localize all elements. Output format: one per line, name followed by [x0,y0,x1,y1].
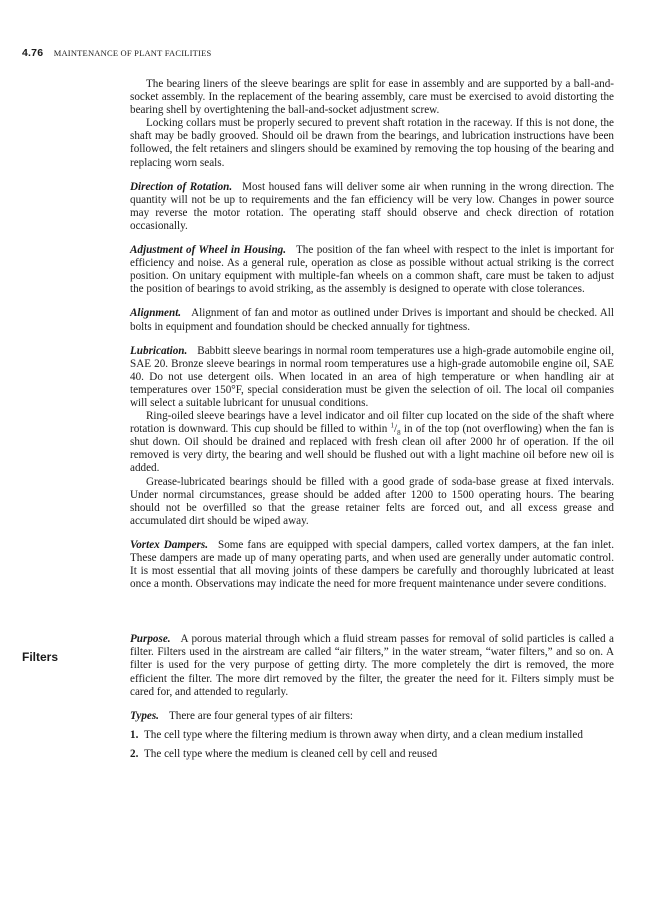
subheading-alignment: Alignment. [130,307,182,320]
paragraph-direction-of-rotation [130,181,614,233]
lubrication-text: Babbitt sleeve bearings in normal room temperatures use a high-grade automobile engine oil, SAE 20. Bronze sleeve bearings in normal room temperatures use a high-grade automobile engine oil, SAE 40. Do not use detergent oils. When located in an area of high temperature or when handling air at temperatures over 150°F, special consideration must be given the selection of oil. The local oil companies will select a suitable lubricant for unusual conditions. [130,344,614,409]
paragraph-locking-collars: Locking collars must be properly secured to prevent shaft rotation in the raceway. If this is not done, the shaft may be badly grooved. Should oil be drawn from the bearings, and lubrication instructions have been followed, the felt retainers and slingers should be examined by removing the top housing of the bearing and replacing worn seals. [130,117,614,169]
paragraph-purpose [130,633,614,698]
paragraph-alignment [130,307,614,333]
paragraph-types [130,710,614,723]
running-header [22,47,211,59]
section-heading-filters: Filters [22,650,59,664]
page-number: 4.76 [22,47,44,59]
direction-text: Most housed fans will deliver some air when running in the wrong direction. The quantity will not be up to requirements and the fan efficiency will be very low. Changes in power source may reverse the motor rotation. The operating staff should observe and check direction of rotation occasionally. [130,180,614,232]
ring-oiled-text-before: Ring-oiled sleeve bearings have a level indicator and oil filter cup located on the side of the shaft where rotation is downward. This cup should be filled to within [130,410,614,436]
subheading-lubrication: Lubrication. [130,344,188,357]
subheading-adjustment: Adjustment of Wheel in Housing. [130,244,286,257]
purpose-text: A porous material through which a fluid stream passes for removal of solid particles is called a filter. Filters used in the airstream are called “air filters,” in the water stream, “water filters,” and so on. A filter is used for the very purpose of getting dirty. The more completely the dirt is removed, the more efficient the filter. The more dirt removed by the filter, the greater the need for it. Filters simply must be cared for, and attended to regularly. [130,633,614,698]
list-item [130,729,614,742]
types-text: There are four general types of air filters: [168,709,354,722]
paragraph-bearing-liners: The bearing liners of the sleeve bearings are split for ease in assembly and are supported by a ball-and-socket assembly. In the replacement of the bearing assembly, care must be exercised to avoid distorting the bearing shell by overtightening the ball-and-socket adjustment screw. [130,78,614,117]
list-item [130,748,614,761]
paragraph-vortex-dampers [130,539,614,591]
alignment-text: Alignment of fan and motor as outlined under Drives is important and should be checked. All bolts in equipment and foundation should be checked annually for tightness. [130,307,614,333]
fraction-numerator: 1 [390,421,395,430]
list-number: 2. [130,747,139,760]
paragraph-adjustment [130,244,614,296]
ring-oiled-text-after: in of the top (not overflowing) when the fan is shut down. Oil should be drained and replaced with fresh clean oil after 2000 hr of operation. If the oil removed is very dirty, the bearing and well should be flushed out with a light machine oil before new oil is added. [130,423,614,475]
adjustment-text: The position of the fan wheel with respect to the inlet is important for efficiency and noise. As a general rule, operation as close as possible without actual striking is the correct position. On unitary equipment with multiple-fan wheels on a common shaft, care must be taken to adjust the position of bearings to avoid striking, as the assembly is designed to operate with close tolerances. [130,244,614,296]
body-column [130,78,614,761]
subheading-purpose: Purpose. [130,633,171,646]
subheading-vortex-dampers: Vortex Dampers. [130,538,208,551]
list-number: 1. [130,728,139,741]
paragraph-grease: Grease-lubricated bearings should be filled with a good grade of soda-base grease at fixed intervals. Under normal circumstances, grease should be added after 1200 to 1500 operating hours. The bearing should not be overfilled so that the grease retainer felts are forced out, and all excess grease and accumulated dirt should be wiped away. [130,475,614,527]
list-text: The cell type where the filtering medium is thrown away when dirty, and a clean medium installed [144,728,583,741]
subheading-types: Types. [130,709,159,722]
subheading-direction-of-rotation: Direction of Rotation. [130,180,233,193]
running-title: MAINTENANCE OF PLANT FACILITIES [53,48,212,58]
paragraph-lubrication [130,345,614,410]
fraction-denominator: 8 [397,429,401,438]
vortex-text: Some fans are equipped with special dampers, called vortex dampers, at the fan inlet. These dampers are made up of many operating parts, and when used are generally under automatic control. It is most essential that all moving joints of these dampers be carefully and thoroughly lubricated at least once a month. Observations may indicate the need for more frequent maintenance under severe conditions. [130,538,615,591]
paragraph-ring-oiled: Ring-oiled sleeve bearings have a level indicator and oil filter cup located on the side of the shaft where rotation is downward. This cup should be filled to within $^1/_8$ in of the top (not overflowing) when the fan is shut down. Oil should be drained and replaced with fresh clean oil after 2000 hr of operation. If the oil removed is very dirty, the bearing and well should be flushed out with a light machine oil before new oil is added. [130,410,614,475]
list-text: The cell type where the medium is cleaned cell by cell and reused [144,747,438,760]
